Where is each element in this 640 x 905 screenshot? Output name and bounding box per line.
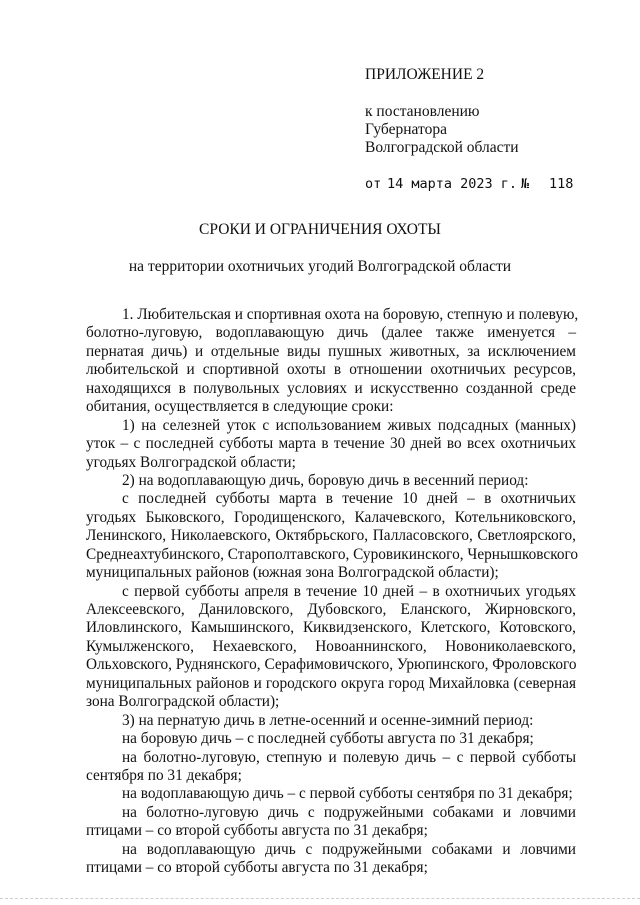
body-line: муниципальных районов и городского округа город Михайловка (северная	[86, 674, 576, 692]
resolution-date: 14 марта 2023 г.	[387, 176, 518, 192]
appendix-label: ПРИЛОЖЕНИЕ 2	[365, 66, 485, 83]
body-line: на болотно-луговую дичь с подружейными собаками и ловчими	[122, 803, 576, 821]
body-line: угодьях Волгоградской области;	[86, 453, 296, 471]
document-body	[86, 306, 579, 878]
body-line: уток – с последней субботы марта в течение 30 дней во всех охотничьих	[86, 435, 576, 453]
body-line: с первой субботы апреля в течение 10 дней – в охотничьих угодьях	[122, 582, 576, 600]
body-line: зона Волгоградской области);	[86, 693, 280, 711]
body-line: Ленинского, Николаевского, Октябрьского, Палласовского, Светлоярского,	[86, 527, 576, 545]
body-line: 1. Любительская и спортивная охота на боровую, степную и полевую,	[122, 306, 579, 323]
body-line: птицами – со второй субботы августа по 31 декабря;	[86, 822, 428, 840]
body-line: на водоплавающую дичь с подружейными собаками и ловчими	[122, 840, 576, 858]
resolution-number: 118	[549, 176, 574, 192]
body-line: любительской и спортивной охоты в отношении охотничьих ресурсов,	[86, 361, 576, 379]
body-line: Алексеевского, Даниловского, Дубовского, Еланского, Жирновского,	[86, 601, 576, 618]
body-line: пернатая дичь) и отдельные виды пушных животных, за исключением	[86, 342, 576, 360]
body-line: с последней субботы марта в течение 10 дней – в охотничьих	[122, 490, 576, 508]
body-line: 3) на пернатую дичь в летне-осенний и осенне-зимний период:	[122, 711, 534, 729]
body-line: на болотно-луговую, степную и полевую дичь – с первой субботы	[122, 748, 576, 766]
body-line: Среднеахтубинского, Старополтавского, Суровикинского, Чернышковского	[86, 545, 579, 563]
date-prefix: от	[365, 176, 382, 192]
body-line: находящихся в полувольных условиях и искусственно созданной среде	[86, 379, 576, 397]
body-line: муниципальных районов (южная зона Волгоградской области);	[86, 564, 499, 582]
governor-line: Губернатора	[365, 121, 447, 138]
resolution-line: к постановлению	[365, 103, 480, 120]
body-line: сентября по 31 декабря;	[86, 766, 242, 784]
body-line: болотно-луговую, водоплавающую дичь (далее также именуется –	[86, 324, 576, 342]
body-line: на водоплавающую дичь – с первой субботы сентября по 31 декабря;	[122, 785, 573, 803]
body-line: птицами – со второй субботы августа по 31 декабря;	[86, 859, 428, 877]
region-line: Волгоградской области	[365, 139, 519, 156]
body-line: 2) на водоплавающую дичь, боровую дичь в весенний период:	[122, 471, 529, 489]
document-title: СРОКИ И ОГРАНИЧЕНИЯ ОХОТЫ	[199, 221, 441, 238]
body-line: Иловлинского, Камышинского, Киквидзенского, Клетского, Котовского,	[86, 619, 576, 637]
number-sign: №	[521, 176, 530, 192]
body-line: Ольховского, Руднянского, Серафимовичского, Урюпинского, Фроловского	[86, 656, 577, 674]
body-line: Кумылженского, Нехаевского, Новоаннинского, Новониколаевского,	[86, 637, 576, 655]
body-line: на боровую дичь – с последней субботы августа по 31 декабря;	[122, 730, 534, 748]
body-line: угодьях Быковского, Городищенского, Калачевского, Котельниковского,	[86, 508, 576, 526]
document-subtitle: на территории охотничьих угодий Волгоградской области	[128, 258, 512, 275]
body-line: 1) на селезней уток с использованием живых подсадных (манных)	[122, 416, 576, 434]
body-line: обитания, осуществляется в следующие сроки:	[86, 398, 394, 416]
scan-edge-divider	[0, 898, 640, 900]
